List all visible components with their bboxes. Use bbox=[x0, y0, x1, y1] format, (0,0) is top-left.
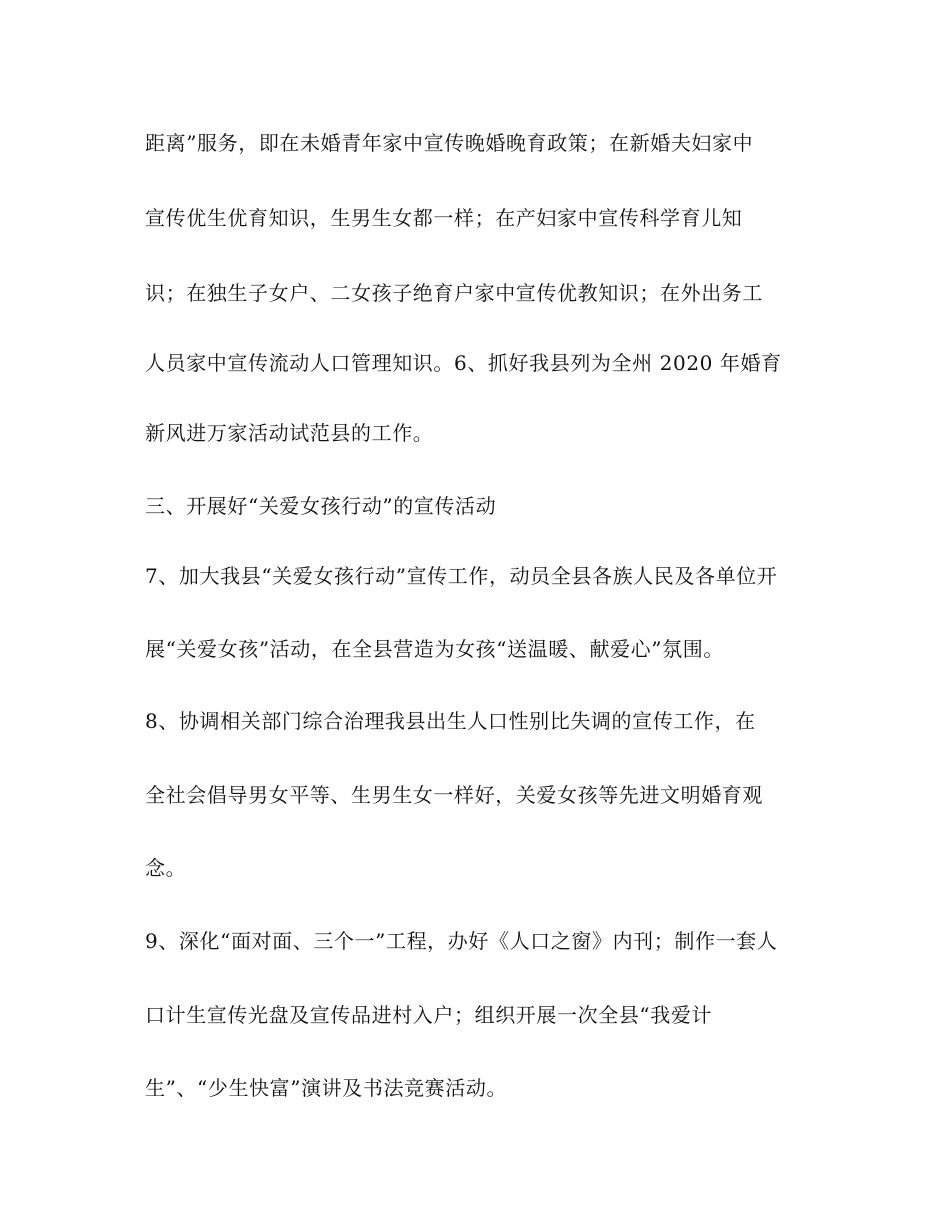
text-line: 宣传优生优育知识，生男生女都一样；在产妇家中宣传科学育儿知 bbox=[145, 206, 743, 230]
text-line: 7、加大我县“关爱女孩行动”宣传工作，动员全县各族人民及各单位开 bbox=[145, 564, 778, 588]
text-line: 人员家中宣传流动人口管理知识。6、抓好我县列为全州 2020 年婚育 bbox=[145, 351, 782, 375]
text-line: 8、协调相关部门综合治理我县出生人口性别比失调的宣传工作，在 bbox=[145, 709, 756, 733]
text-line: 距离”服务，即在未婚青年家中宣传晚婚晚育政策；在新婚夫妇家中 bbox=[145, 131, 754, 155]
section-heading: 三、开展好“关爱女孩行动”的宣传活动 bbox=[145, 494, 497, 518]
text-line: 全社会倡导男女平等、生男生女一样好，关爱女孩等先进文明婚育观 bbox=[145, 783, 763, 807]
text-line: 9、深化“面对面、三个一”工程，办好《人口之窗》内刊；制作一套人 bbox=[145, 929, 778, 953]
text-line: 口计生宣传光盘及宣传品进村入户；组织开展一次全县“我爱计 bbox=[145, 1003, 713, 1027]
text-line: 展“关爱女孩”活动，在全县营造为女孩“送温暖、献爱心”氛围。 bbox=[145, 637, 724, 661]
text-line: 生”、“少生快富”演讲及书法竞赛活动。 bbox=[145, 1076, 508, 1100]
text-line: 识；在独生子女户、二女孩子绝育户家中宣传优教知识；在外出务工 bbox=[145, 281, 763, 305]
text-line: 念。 bbox=[145, 856, 187, 880]
text-line: 新风进万家活动试范县的工作。 bbox=[145, 421, 434, 445]
